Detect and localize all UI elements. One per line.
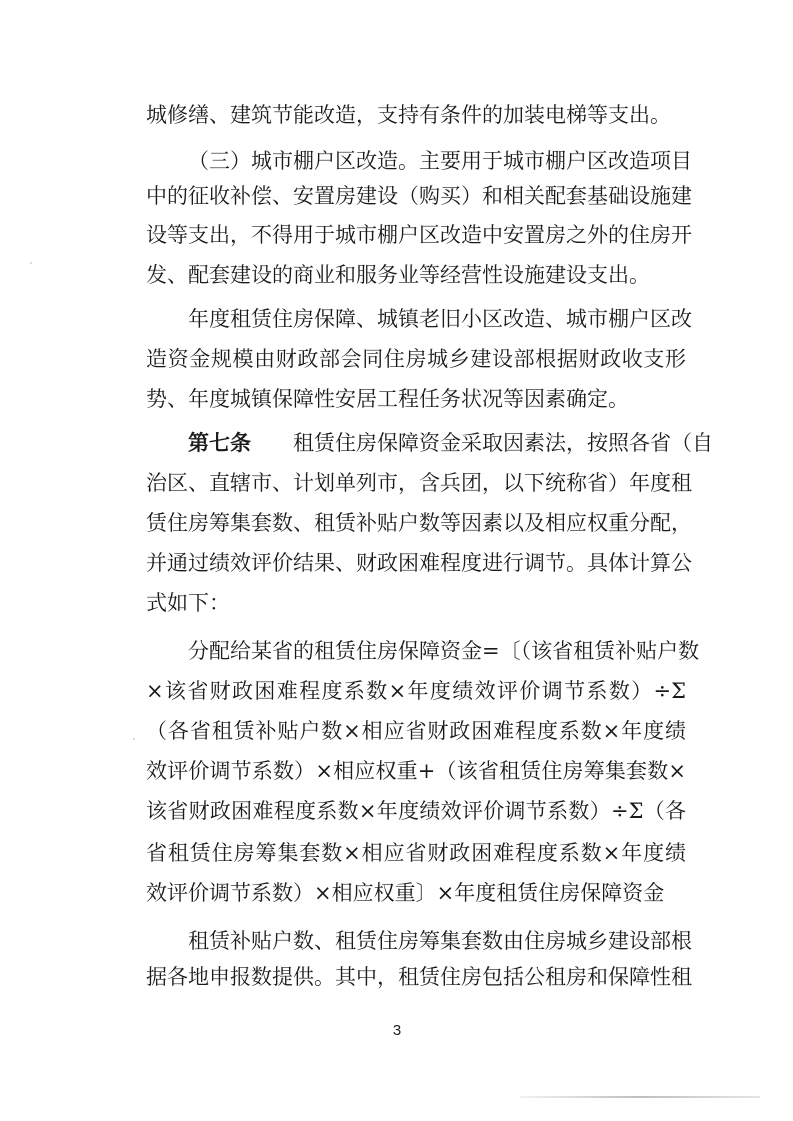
formula-line: ×该省财政困难程度系数×年度绩效评价调节系数）÷Σ	[146, 679, 686, 703]
body-line: 发、配套建设的商业和服务业等经营性设施建设支出。	[146, 263, 650, 287]
scan-speck	[30, 262, 32, 264]
body-line: 治区、直辖市、计划单列市，含兵团，以下统称省）年度租	[146, 471, 692, 495]
formula-line: 效评价调节系数）×相应权重〕×年度租赁住房保障资金	[146, 881, 665, 905]
body-line: 势、年度城镇保障性安居工程任务状况等因素确定。	[146, 387, 629, 411]
formula-line: 效评价调节系数）×相应权重+（该省租赁住房筹集套数×	[146, 759, 686, 783]
formula-line: 该省财政困难程度系数×年度绩效评价调节系数）÷Σ（各	[146, 799, 686, 823]
body-line: 年度租赁住房保障、城镇老旧小区改造、城市棚户区改	[188, 307, 692, 331]
body-line: 造资金规模由财政部会同住房城乡建设部根据财政收支形	[146, 347, 686, 371]
body-line: 城修缮、建筑节能改造，支持有条件的加装电梯等支出。	[146, 103, 671, 127]
body-line: 赁住房筹集套数、租赁补贴户数等因素以及相应权重分配，	[146, 511, 692, 535]
body-line: 据各地申报数提供。其中，租赁住房包括公租房和保障性租	[146, 965, 692, 989]
body-line: 租赁补贴户数、租赁住房筹集套数由住房城乡建设部根	[188, 929, 692, 953]
formula-line: （各省租赁补贴户数×相应省财政困难程度系数×年度绩	[146, 719, 686, 743]
article-text: 租赁住房保障资金采取因素法，按照各省（自	[293, 431, 713, 455]
body-line: 设等支出，不得用于城市棚户区改造中安置房之外的住房开	[146, 223, 692, 247]
formula-line: 分配给某省的租赁住房保障资金=〔（该省租赁补贴户数	[188, 639, 700, 663]
scan-speck	[133, 738, 135, 740]
scan-edge-mark	[520, 1096, 760, 1098]
body-line: 并通过绩效评价结果、财政困难程度进行调节。具体计算公	[146, 551, 692, 575]
page-number: 3	[392, 1022, 402, 1039]
formula-line: 省租赁住房筹集套数×相应省财政困难程度系数×年度绩	[146, 841, 686, 865]
body-line: （三）城市棚户区改造。主要用于城市棚户区改造项目	[188, 149, 692, 173]
body-line: 中的征收补偿、安置房建设（购买）和相关配套基础设施建	[146, 184, 692, 208]
body-line: 式如下：	[146, 591, 230, 615]
article-label: 第七条	[188, 430, 251, 455]
article-line	[188, 428, 713, 458]
